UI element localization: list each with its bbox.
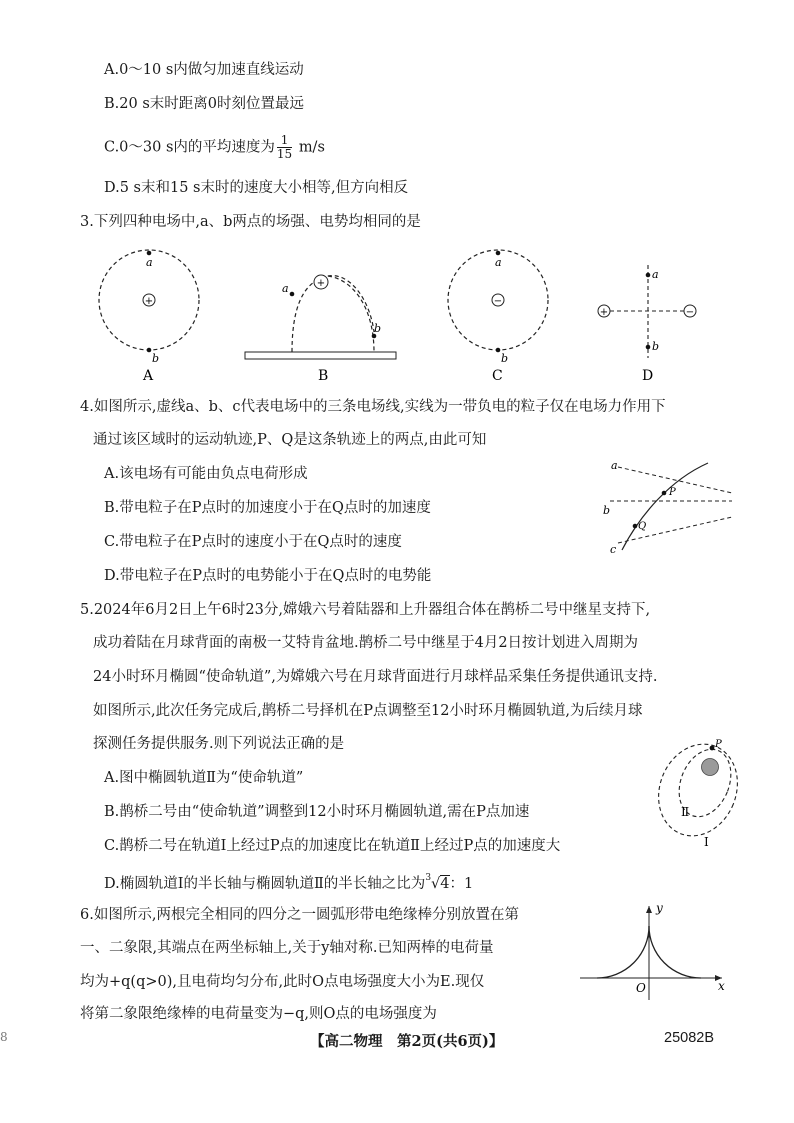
q3-figures [80, 240, 740, 390]
q6-line2: 一、二象限,其端点在两坐标轴上,关于y轴对称.已知两棒的电荷量 [80, 940, 494, 956]
q5-line5: 探测任务提供服务.则下列说法正确的是 [93, 736, 345, 752]
point-p-dot [662, 491, 667, 496]
fraction-numerator: 1 [277, 134, 292, 148]
q4-stem-line2: 通过该区域时的运动轨迹,P、Q是这条轨迹上的两点,由此可知 [93, 432, 487, 448]
point-a-dot [496, 251, 501, 256]
q2-option-c [104, 134, 325, 161]
q5-figure [650, 738, 745, 853]
q6-line1: 6.如图所示,两根完全相同的四分之一圆弧形带电绝缘棒分别放置在第 [80, 907, 519, 923]
q5-line4: 如图所示,此次任务完成后,鹊桥二号择机在P点调整至12小时环月椭圆轨道,为后续月球 [93, 703, 643, 719]
q5-option-b: B.鹊桥二号由“使命轨道”调整到12小时环月椭圆轨道,需在P点加速 [104, 804, 530, 820]
equipotential-arc [292, 276, 374, 352]
orbit-two-label: Ⅱ [681, 805, 690, 819]
root-index: 3 [425, 873, 432, 883]
plus-sign: + [144, 296, 154, 307]
q5-line1: 5.2024年6月2日上午6时23分,嫦娥六号着陆器和上升器组合体在鹊桥二号中继星支持下, [80, 602, 651, 618]
q5-option-d [104, 870, 473, 894]
point-b-label: b [501, 352, 509, 365]
y-label: y [656, 901, 663, 915]
q4-figure [600, 455, 740, 560]
point-b-label: b [652, 340, 660, 353]
point-a-dot [646, 273, 651, 278]
q5-option-d-text: D.椭圆轨道Ⅰ的半长轴与椭圆轨道Ⅱ的半长轴之比为 [104, 875, 426, 892]
q5-line3: 24小时环月椭圆“使命轨道”,为嫦娥六号在月球背面进行月球样品采集任务提供通讯支持. [93, 669, 658, 685]
figure-c-label: C [492, 368, 503, 384]
q5-line2: 成功着陆在月球背面的南极一艾特肯盆地.鹊桥二号中继星于4月2日按计划进入周期为 [93, 635, 639, 651]
point-a-label: a [652, 268, 659, 281]
point-b-label: b [374, 322, 382, 335]
plus-sign: + [316, 278, 326, 289]
q6-line3: 均为+q(q>0),且电荷均匀分布,此时O点电场强度大小为E.现仅 [80, 974, 485, 990]
point-p-label: P [715, 739, 722, 750]
figure-b [245, 275, 396, 384]
q6-figure [572, 898, 732, 1008]
label-c: c [610, 543, 617, 556]
q4-stem-line1: 4.如图所示,虚线a、b、c代表电场中的三条电场线,实线为一带负电的粒子仅在电场力作用下 [80, 399, 666, 415]
metal-plate [245, 352, 396, 359]
label-b: b [603, 504, 611, 517]
moon [702, 759, 719, 776]
figure-d-label: D [642, 368, 654, 384]
plus-sign: + [599, 307, 609, 318]
page-edge-mark: 8 [0, 1030, 8, 1044]
q3-stem: 3.下列四种电场中,a、b两点的场强、电势均相同的是 [80, 214, 421, 230]
q2-option-b: B.20 s末时距离0时刻位置最远 [104, 96, 304, 112]
orbit-one-label: Ⅰ [704, 835, 709, 849]
point-a-label: a [282, 282, 289, 295]
cube-root [425, 870, 449, 894]
figure-d [598, 265, 696, 384]
minus-sign: − [685, 307, 695, 318]
label-a: a [611, 459, 618, 472]
point-b-dot [147, 348, 152, 353]
q4-option-d: D.带电粒子在P点时的电势能小于在Q点时的电势能 [104, 568, 432, 584]
rod-second-quadrant [597, 926, 649, 978]
page-footer-title: 【高二物理 第2页(共6页)】 [310, 1033, 504, 1050]
orbit-one [650, 738, 745, 848]
root-sign: √ [431, 875, 441, 892]
figure-b-label: B [318, 368, 329, 384]
point-p-dot [710, 746, 715, 751]
q5-option-a: A.图中椭圆轨道Ⅱ为“使命轨道” [104, 770, 304, 786]
point-b-dot [496, 348, 501, 353]
point-a-dot [290, 292, 295, 297]
point-b-dot [646, 345, 651, 350]
field-line-c [618, 517, 732, 543]
point-q-label: Q [638, 521, 647, 532]
y-axis-arrow-icon [646, 906, 652, 913]
point-b-label: b [152, 352, 160, 365]
figure-c [448, 250, 548, 384]
q4-option-c: C.带电粒子在P点时的速度小于在Q点时的速度 [104, 534, 402, 550]
figure-a-label: A [143, 368, 154, 384]
point-p-label: P [669, 487, 676, 498]
q2-option-a: A.0～10 s内做匀加速直线运动 [104, 62, 304, 78]
root-value: 4 [440, 875, 450, 892]
point-a-label: a [495, 256, 502, 269]
origin-label: O [636, 981, 646, 995]
q6-line4: 将第二象限绝缘棒的电荷量变为−q,则O点的电场强度为 [80, 1006, 437, 1022]
q2-option-d: D.5 s末和15 s末时的速度大小相等,但方向相反 [104, 180, 409, 196]
q4-option-b: B.带电粒子在P点时的加速度小于在Q点时的加速度 [104, 500, 431, 516]
q4-option-a: A.该电场有可能由负点电荷形成 [104, 466, 308, 482]
fraction-denominator: 15 [276, 147, 293, 161]
q5-option-d-ratio: ：1 [449, 875, 474, 892]
q2-option-c-text: C.0～30 s内的平均速度为 [104, 139, 275, 156]
q2-option-c-unit: m/s [298, 139, 325, 156]
figure-a [99, 250, 199, 384]
exam-code: 25082B [664, 1030, 714, 1046]
point-q-dot [633, 524, 638, 529]
q2-option-c-fraction [277, 134, 292, 161]
minus-sign: − [493, 296, 503, 307]
x-label: x [718, 979, 725, 993]
rod-first-quadrant [649, 926, 701, 978]
equipotential-arc-right [328, 276, 374, 352]
particle-trajectory [622, 463, 708, 550]
point-a-dot [147, 251, 152, 256]
point-a-label: a [146, 256, 153, 269]
q5-option-c: C.鹊桥二号在轨道Ⅰ上经过P点的加速度比在轨道Ⅱ上经过P点的加速度大 [104, 838, 561, 854]
